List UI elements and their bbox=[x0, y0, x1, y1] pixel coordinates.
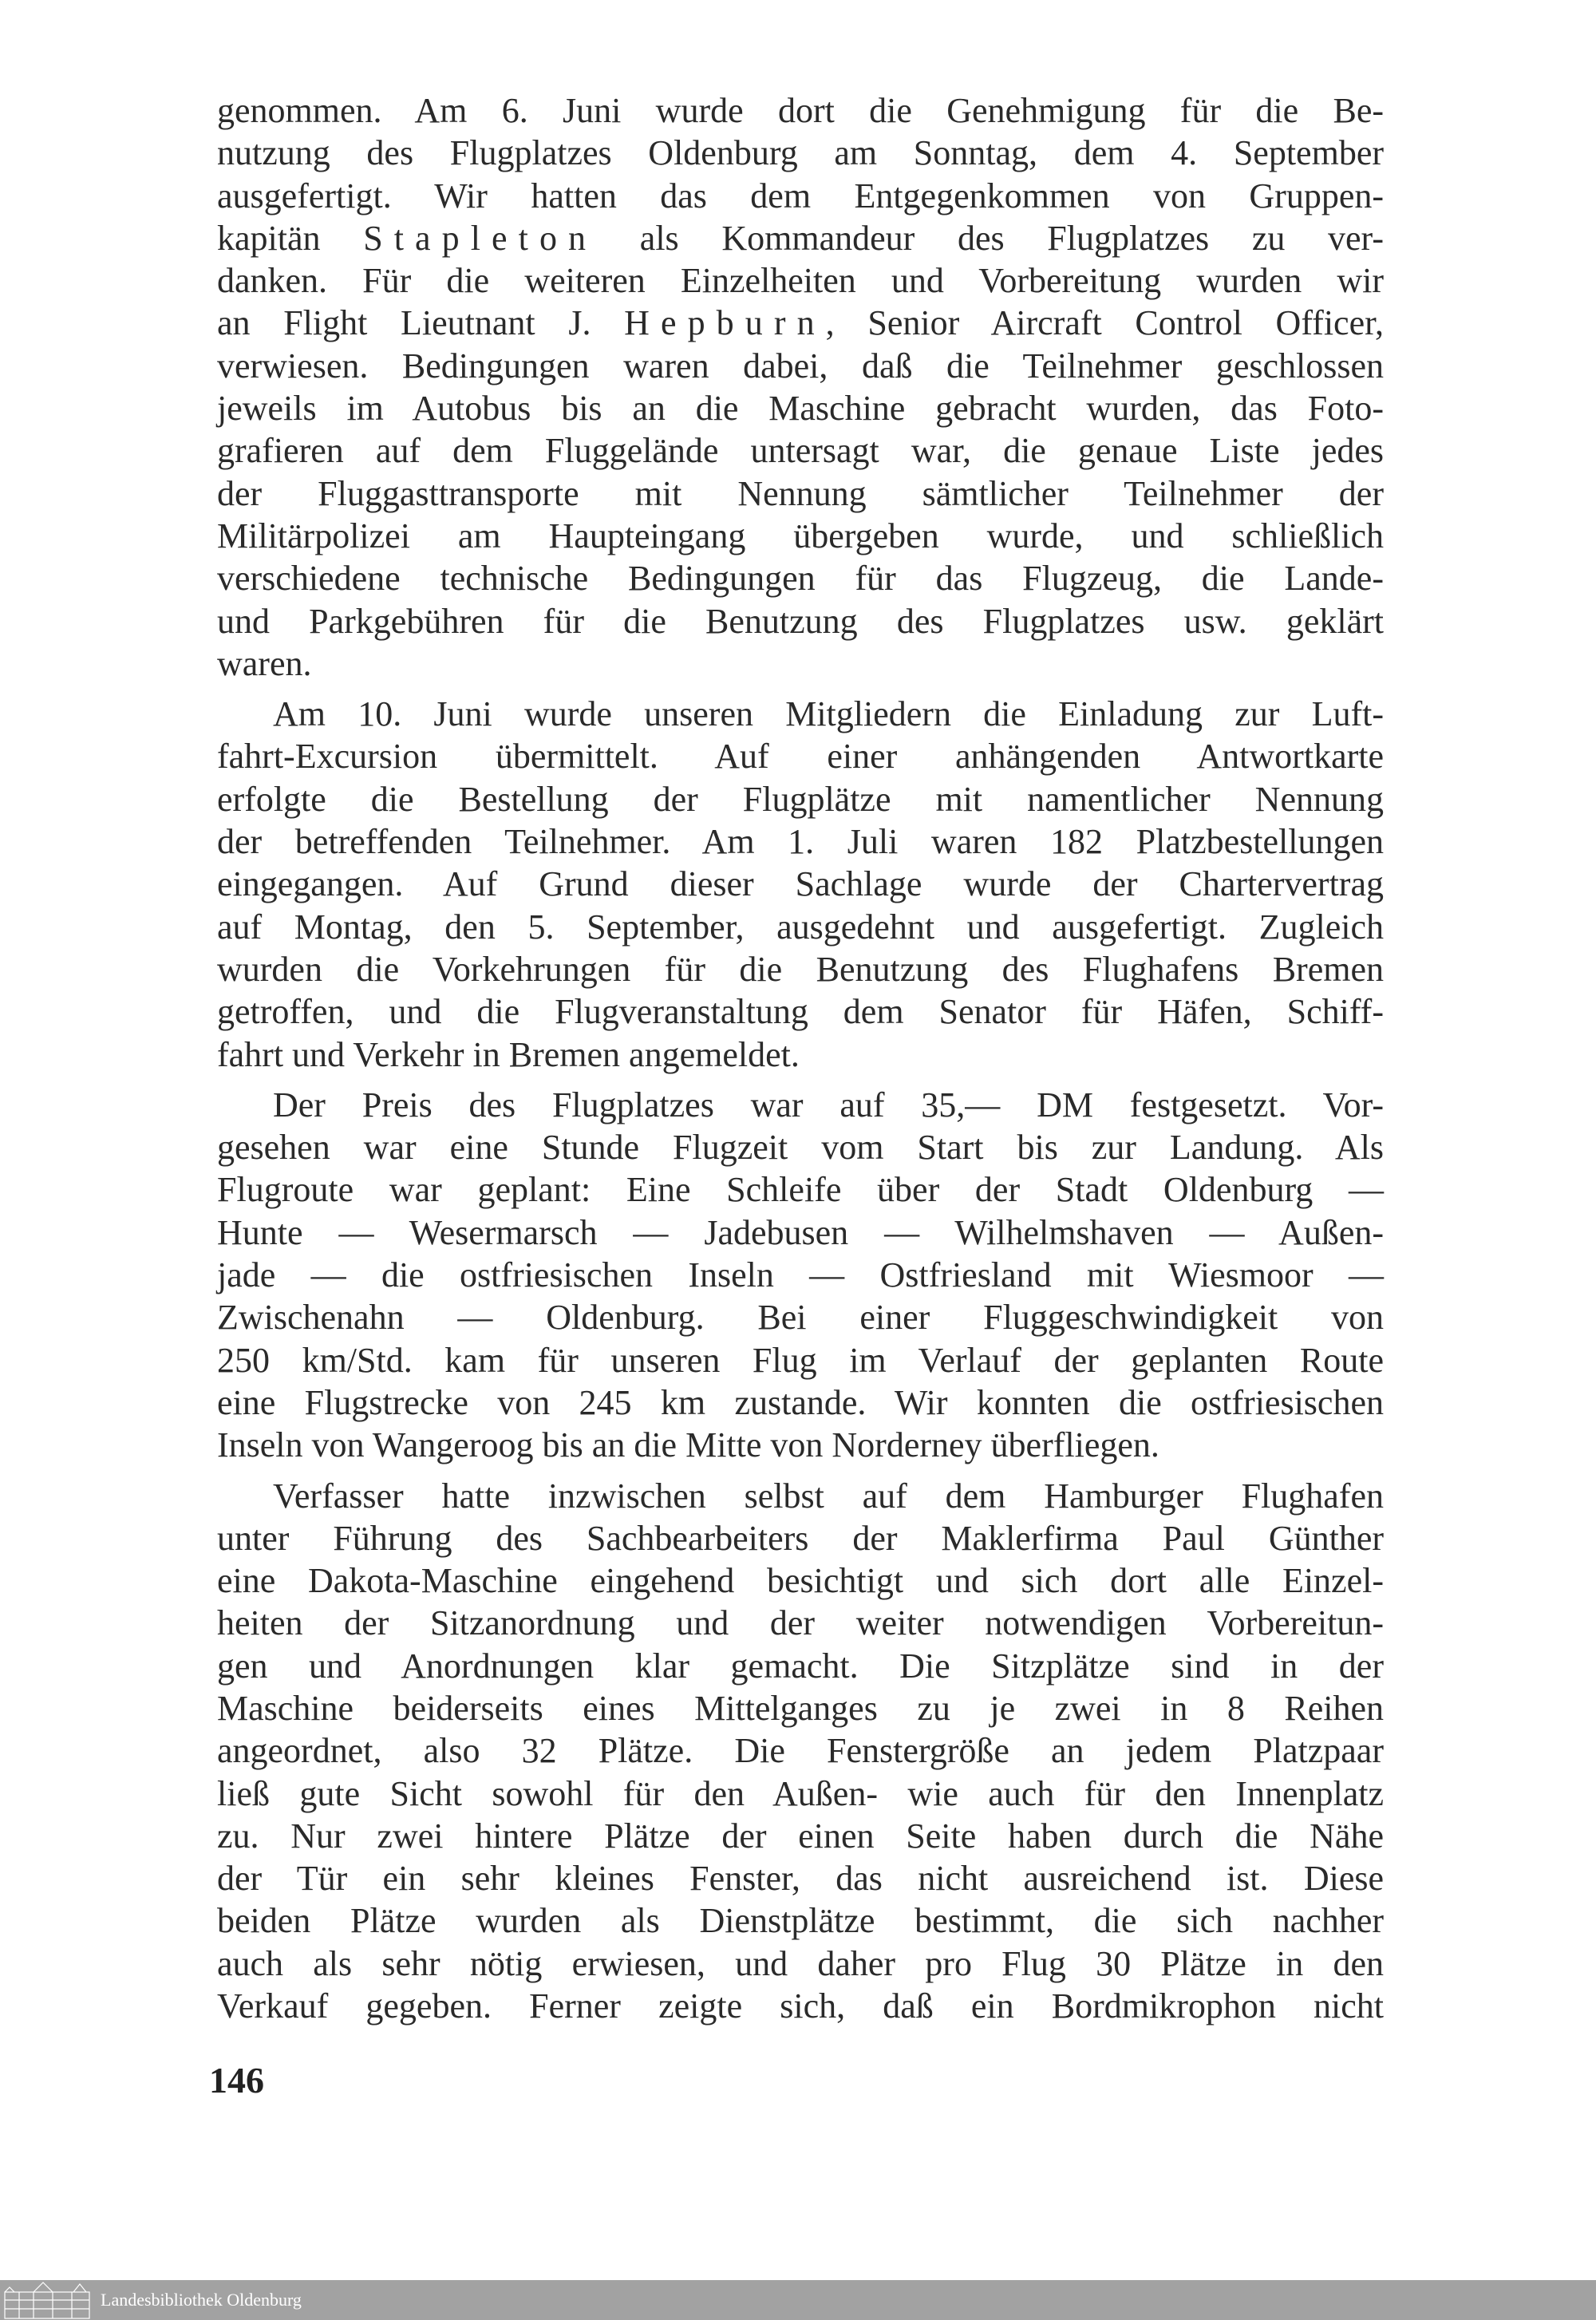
line-text: Der Preis des Flugplatzes war auf 35,— DM festgesetzt. Vor- bbox=[273, 1085, 1384, 1124]
text-line bbox=[217, 990, 1384, 1033]
line-text: Militärpolizei am Haupteingang übergeben wurde, und schließlich bbox=[217, 516, 1384, 555]
text-line bbox=[217, 1254, 1384, 1296]
line-text: waren. bbox=[217, 643, 312, 683]
line-text: an Flight Lieutnant J. bbox=[217, 303, 625, 343]
text-line bbox=[217, 1296, 1384, 1338]
library-footer-bar bbox=[0, 2280, 1596, 2320]
line-text: der Fluggasttransporte mit Nennung sämtlicher Teilnehmer der bbox=[217, 473, 1384, 513]
text-line bbox=[217, 217, 1384, 259]
line-text: eine Dakota-Maschine eingehend besichtigt und sich dort alle Einzel- bbox=[217, 1561, 1384, 1601]
line-text: auch als sehr nötig erwiesen, und daher pro Flug 30 Plätze in den bbox=[217, 1943, 1384, 1983]
line-text: eine Flugstrecke von 245 km zustande. Wir konnten die ostfriesischen bbox=[217, 1382, 1384, 1422]
text-line bbox=[217, 820, 1384, 863]
paragraph bbox=[217, 693, 1384, 1076]
line-text: Verfasser hatte inzwischen selbst auf dem Hamburger Flughafen bbox=[273, 1476, 1384, 1516]
text-line bbox=[217, 515, 1384, 557]
text-line bbox=[217, 1126, 1384, 1168]
text-line bbox=[217, 1645, 1384, 1687]
line-text: danken. Für die weiteren Einzelheiten und Vorbereitung wurden wir bbox=[217, 261, 1384, 301]
text-line bbox=[217, 1815, 1384, 1857]
line-text: beiden Plätze wurden als Dienstplätze bestimmt, die sich nachher bbox=[217, 1901, 1384, 1941]
line-text: genommen. Am 6. Juni wurde dort die Genehmigung für die Be- bbox=[217, 91, 1384, 130]
text-line bbox=[217, 642, 1384, 685]
line-text: jade — die ostfriesischen Inseln — Ostfriesland mit Wiesmoor — bbox=[217, 1255, 1384, 1295]
line-text: heiten der Sitzanordnung und der weiter notwendigen Vorbereitun- bbox=[217, 1603, 1384, 1643]
text-line bbox=[217, 1559, 1384, 1602]
text-line bbox=[217, 1857, 1384, 1899]
line-text: fahrt und Verkehr in Bremen angemeldet. bbox=[217, 1034, 800, 1074]
line-text: als Kommandeur des Flugplatzes zu ver- bbox=[597, 218, 1384, 258]
line-text: Am 10. Juni wurde unseren Mitgliedern die Einladung zur Luft- bbox=[273, 694, 1384, 734]
line-text: verwiesen. Bedingungen waren dabei, daß die Teilnehmer geschlossen bbox=[217, 346, 1384, 385]
line-text: der betreffenden Teilnehmer. Am 1. Juli waren 182 Platzbestellungen bbox=[217, 822, 1384, 862]
text-line bbox=[217, 1424, 1384, 1466]
paragraph bbox=[217, 1084, 1384, 1467]
text-line bbox=[217, 429, 1384, 472]
text-line bbox=[217, 778, 1384, 820]
text-line bbox=[217, 1084, 1384, 1126]
line-text: gesehen war eine Stunde Flugzeit vom Start bis zur Landung. Als bbox=[217, 1128, 1384, 1168]
text-line bbox=[217, 735, 1384, 777]
text-line bbox=[217, 1899, 1384, 1942]
line-text: Flugroute war geplant: Eine Schleife über der Stadt Oldenburg — bbox=[217, 1170, 1384, 1210]
page-body-text bbox=[217, 89, 1384, 2035]
line-text: Maschine beiderseits eines Mittelganges zu je zwei in 8 Reihen bbox=[217, 1688, 1384, 1728]
text-line bbox=[217, 89, 1384, 132]
text-line bbox=[217, 863, 1384, 905]
line-text: zu. Nur zwei hintere Plätze der einen Seite haben durch die Nähe bbox=[217, 1816, 1384, 1856]
line-text: gen und Anordnungen klar gemacht. Die Sitzplätze sind in der bbox=[217, 1646, 1384, 1686]
text-line bbox=[217, 345, 1384, 387]
line-text: erfolgte die Bestellung der Flugplätze mit namentlicher Nennung bbox=[217, 779, 1384, 819]
paragraph bbox=[217, 1475, 1384, 2028]
text-line bbox=[217, 1517, 1384, 1559]
text-line bbox=[217, 1168, 1384, 1211]
text-line bbox=[217, 948, 1384, 990]
text-line bbox=[217, 1339, 1384, 1381]
text-line bbox=[217, 1943, 1384, 1985]
library-building-logo-icon bbox=[3, 2281, 93, 2319]
text-line bbox=[217, 387, 1384, 429]
text-line bbox=[217, 1773, 1384, 1815]
text-line bbox=[217, 1475, 1384, 1517]
line-text: der Tür ein sehr kleines Fenster, das nicht ausreichend ist. Diese bbox=[217, 1859, 1384, 1899]
text-line bbox=[217, 693, 1384, 735]
text-line bbox=[217, 1381, 1384, 1424]
line-text: grafieren auf dem Fluggelände untersagt war, die genaue Liste jedes bbox=[217, 431, 1384, 471]
line-text: Inseln von Wangeroog bis an die Mitte von Norderney überfliegen. bbox=[217, 1425, 1159, 1465]
paragraph bbox=[217, 89, 1384, 685]
line-text: 250 km/Std. kam für unseren Flug im Verlauf der geplanten Route bbox=[217, 1340, 1384, 1380]
text-line bbox=[217, 1211, 1384, 1254]
text-line bbox=[217, 906, 1384, 948]
text-line bbox=[217, 1985, 1384, 2027]
library-name: Landesbibliothek Oldenburg bbox=[101, 2290, 302, 2310]
line-text: unter Führung des Sachbearbeiters der Maklerfirma Paul Günther bbox=[217, 1518, 1384, 1558]
line-text: Zwischenahn — Oldenburg. Bei einer Fluggeschwindigkeit von bbox=[217, 1298, 1384, 1338]
line-text: auf Montag, den 5. September, ausgedehnt und ausgefertigt. Zugleich bbox=[217, 907, 1384, 947]
text-line bbox=[217, 1687, 1384, 1729]
text-line bbox=[217, 1729, 1384, 1772]
line-text: getroffen, und die Flugveranstaltung dem Senator für Häfen, Schiff- bbox=[217, 992, 1384, 1032]
text-line bbox=[217, 472, 1384, 515]
line-text: Verkauf gegeben. Ferner zeigte sich, daß ein Bordmikrophon nicht bbox=[217, 1986, 1384, 2026]
text-line bbox=[217, 600, 1384, 642]
line-text: und Parkgebühren für die Benutzung des Flugplatzes usw. geklärt bbox=[217, 601, 1384, 641]
line-text: nutzung des Flugplatzes Oldenburg am Sonntag, dem 4. September bbox=[217, 133, 1384, 173]
line-text: ließ gute Sicht sowohl für den Außen- wie auch für den Innenplatz bbox=[217, 1773, 1384, 1813]
line-text: eingegangen. Auf Grund dieser Sachlage wurde der Chartervertrag bbox=[217, 864, 1384, 904]
line-text: jeweils im Autobus bis an die Maschine gebracht wurden, das Foto- bbox=[217, 389, 1384, 429]
line-text: ausgefertigt. Wir hatten das dem Entgegenkommen von Gruppen- bbox=[217, 176, 1384, 215]
line-text: kapitän bbox=[217, 218, 364, 258]
text-line bbox=[217, 175, 1384, 217]
line-text: Hunte — Wesermarsch — Jadebusen — Wilhelmshaven — Außen- bbox=[217, 1212, 1384, 1252]
line-text: , Senior Aircraft Control Officer, bbox=[825, 303, 1384, 343]
spaced-name: Stapleton bbox=[363, 218, 598, 258]
text-line bbox=[217, 132, 1384, 174]
text-line bbox=[217, 1602, 1384, 1644]
line-text: verschiedene technische Bedingungen für das Flugzeug, die Lande- bbox=[217, 559, 1384, 599]
line-text: fahrt-Excursion übermittelt. Auf einer anhängenden Antwortkarte bbox=[217, 737, 1384, 777]
text-line bbox=[217, 259, 1384, 302]
line-text: angeordnet, also 32 Plätze. Die Fenstergröße an jedem Platzpaar bbox=[217, 1731, 1384, 1771]
line-text: wurden die Vorkehrungen für die Benutzung des Flughafens Bremen bbox=[217, 949, 1384, 989]
text-line bbox=[217, 302, 1384, 344]
text-line bbox=[217, 1034, 1384, 1076]
spaced-name: Hepburn bbox=[624, 303, 826, 343]
text-line bbox=[217, 557, 1384, 599]
page-number: 146 bbox=[209, 2060, 264, 2101]
